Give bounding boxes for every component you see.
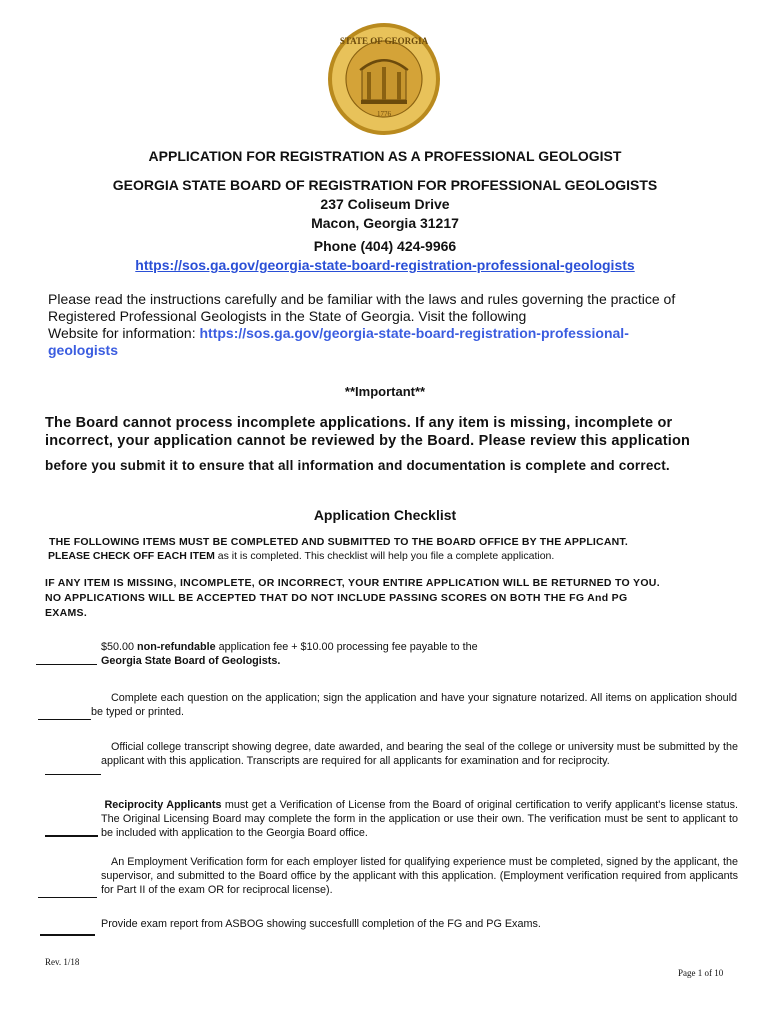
checkoff-blank-3[interactable] — [45, 774, 101, 775]
checklist-note-2 — [48, 550, 738, 563]
checklist-item-6: Provide exam report from ASBOG showing succesfulll completion of the FG and PG Exams. — [101, 918, 541, 930]
revision-label: Rev. 1/18 — [45, 957, 80, 967]
intro-paragraph — [48, 291, 728, 359]
checkoff-blank-5[interactable] — [38, 897, 97, 898]
checklist-item-3: Official college transcript showing degree, date awarded, and bearing the seal of the college or university must be submitted by the applicant with this application. Transcripts are required for all applicants for examination and for reciprocity. — [101, 741, 738, 767]
checkoff-blank-1[interactable] — [36, 664, 97, 665]
website-label: Website for information: — [48, 325, 196, 341]
item-1-post: application fee + $10.00 processing fee payable to the — [215, 641, 478, 653]
website-link-continued[interactable]: geologists — [48, 342, 119, 358]
checklist-note-2-rest: as it is completed. This checklist will help you file a complete application. — [214, 550, 555, 562]
checklist-heading: Application Checklist — [313, 507, 457, 523]
warning-line-3: EXAMS. — [45, 607, 88, 619]
item-1-pre: $50.00 — [101, 641, 138, 653]
svg-text:1776: 1776 — [377, 110, 391, 118]
website-link[interactable]: https://sos.ga.gov/georgia-state-board-registration-professional- — [199, 325, 629, 341]
checkoff-blank-6[interactable] — [40, 934, 95, 936]
checklist-item-4 — [101, 798, 738, 840]
important-line-2: incorrect, your application cannot be reviewed by the Board. Please review this application — [45, 433, 691, 449]
board-phone: Phone (404) 424-9966 — [313, 238, 457, 254]
checklist-item-2: Complete each question on the application; sign the application and have your signature notarized. All items on application should be typed or printed. — [91, 692, 737, 718]
address-city: Macon, Georgia 31217 — [311, 215, 459, 231]
item-4-bold: Reciprocity Applicants — [104, 799, 222, 811]
state-of-georgia-seal-icon — [327, 22, 441, 136]
warning-line-1: IF ANY ITEM IS MISSING, INCOMPLETE, OR INCORRECT, YOUR ENTIRE APPLICATION WILL BE RETURNED TO YOU. — [45, 577, 660, 589]
board-website-link[interactable]: https://sos.ga.gov/georgia-state-board-registration-professional-geologists — [135, 257, 635, 273]
svg-text:STATE OF GEORGIA: STATE OF GEORGIA — [339, 36, 429, 46]
warning-line-2: NO APPLICATIONS WILL BE ACCEPTED THAT DO NOT INCLUDE PASSING SCORES ON BOTH THE FG And PG — [45, 592, 628, 604]
item-1-bold: non-refundable — [137, 641, 216, 653]
item-1-payee: Georgia State Board of Geologists. — [101, 655, 281, 667]
document-title: APPLICATION FOR REGISTRATION AS A PROFESSIONAL GEOLOGIST — [148, 148, 622, 164]
checkoff-blank-2[interactable] — [38, 719, 91, 720]
intro-text: Please read the instructions carefully and be familiar with the laws and rules governing the practice of Registered Professional Geologists in the State of Georgia. Visit the following — [48, 291, 676, 324]
board-name: GEORGIA STATE BOARD OF REGISTRATION FOR PROFESSIONAL GEOLOGISTS — [112, 177, 658, 193]
item-4-text: must get a Verification of License from the Board of original certification to verify applicant's license status. The Original Licensing Board may complete the form in the application or use their own. The verification must be sent to applicant to be included with application to the Georgia Board office. — [101, 799, 739, 839]
important-heading: **Important** — [344, 384, 426, 399]
checklist-item-5: An Employment Verification form for each employer listed for qualifying experience must be completed, signed by the applicant, the supervisor, and submitted to the Board office by the applicant with this application. (Employment verification required from applicants for Part II of the exam OR for reciprocal license). — [101, 856, 738, 896]
important-line-1: The Board cannot process incomplete applications. If any item is missing, incomplete or — [45, 415, 673, 431]
page-number: Page 1 of 10 — [678, 968, 724, 978]
checklist-note-2-bold: PLEASE CHECK OFF EACH ITEM — [48, 550, 215, 562]
important-line-3: before you submit it to ensure that all information and documentation is complete and correct. — [45, 458, 670, 473]
address-street: 237 Coliseum Drive — [320, 196, 450, 212]
checklist-note-1: THE FOLLOWING ITEMS MUST BE COMPLETED AND SUBMITTED TO THE BOARD OFFICE BY THE APPLICANT. — [49, 536, 628, 548]
checklist-item-1 — [101, 640, 741, 668]
checkoff-blank-4[interactable] — [45, 835, 98, 837]
